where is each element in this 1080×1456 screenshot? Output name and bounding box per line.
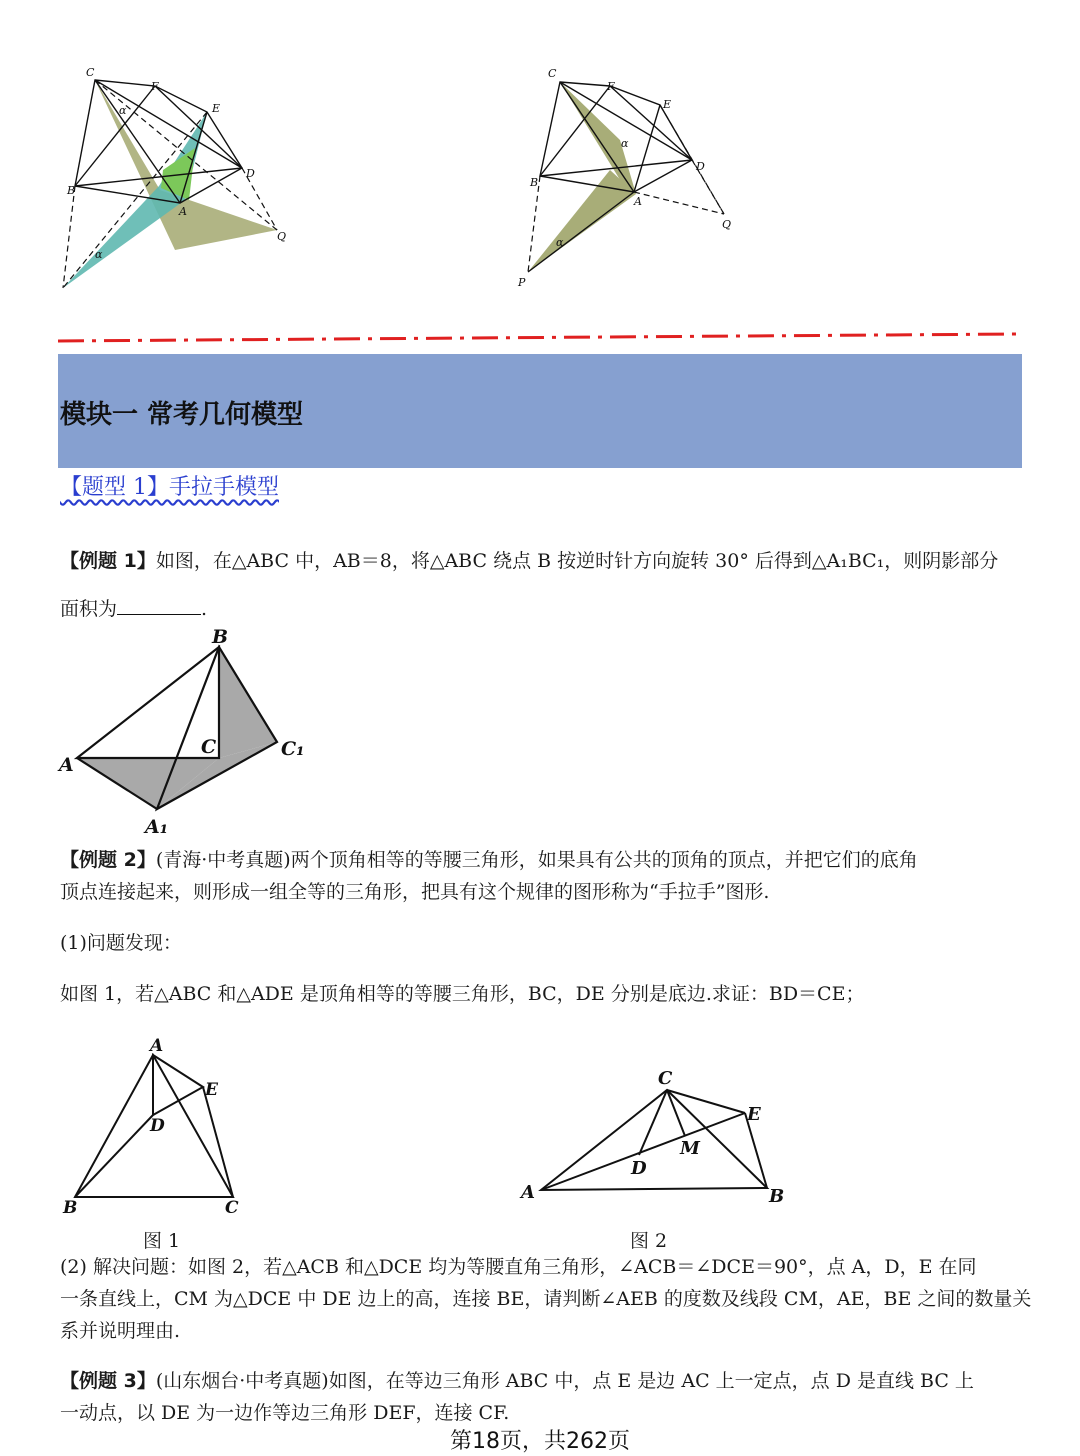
example1-period: .: [201, 598, 208, 620]
label-A: A: [179, 205, 187, 218]
section-title: 模块一 常考几何模型: [60, 400, 304, 430]
example2-part2-line3: 系并说明理由.: [60, 1320, 181, 1342]
label-F: F: [151, 80, 159, 93]
example1-area-prefix: 面积为: [60, 598, 118, 620]
label-C: C: [86, 66, 95, 79]
label-M: M: [680, 1138, 700, 1159]
label-C: C: [225, 1198, 239, 1218]
example2-line2: 顶点连接起来，则形成一组全等的三角形，把具有这个规律的图形称为“手拉手”图形.: [60, 881, 770, 903]
answer-blank: [117, 596, 201, 615]
example1-text: 如图，在△ABC 中，AB＝8，将△ABC 绕点 B 按逆时针方向旋转 30° 后得到△A₁BC₁，则阴影部分: [155, 550, 999, 572]
top-right-figure: [510, 60, 760, 300]
label-C1: C₁: [281, 738, 305, 760]
label-alpha-1: α: [621, 137, 629, 150]
label-B: B: [530, 176, 539, 189]
example3-text1: (山东烟台·中考真题)如图，在等边三角形 ABC 中，点 E 是边 AC 上一定点，点 D 是直线 BC 上: [155, 1370, 974, 1392]
label-alpha-1: α: [119, 104, 127, 117]
example2-figure1: [55, 1035, 255, 1220]
example2-part1-text: 如图 1，若△ABC 和△ADE 是顶角相等的等腰三角形，BC，DE 分别是底边.求证：BD＝CE；: [60, 983, 865, 1005]
section-divider: [58, 330, 1018, 346]
label-A: A: [150, 1036, 164, 1056]
label-B: B: [67, 184, 76, 197]
top-left-figure: [55, 60, 305, 300]
label-E: E: [205, 1080, 218, 1100]
label-A: A: [521, 1182, 535, 1203]
example3-line2: 一动点，以 DE 为一边作等边三角形 DEF，连接 CF.: [60, 1402, 510, 1424]
label-Q: Q: [277, 230, 287, 243]
label-D: D: [150, 1116, 165, 1136]
label-D: D: [631, 1158, 647, 1179]
label-E: E: [663, 98, 672, 111]
label-C: C: [201, 736, 217, 758]
example2-figure2: [515, 1060, 795, 1210]
label-B: B: [63, 1198, 78, 1218]
example1-line2: [60, 594, 207, 624]
label-P: P: [518, 276, 526, 289]
shade-BC-C1: [219, 647, 277, 758]
example2-line1: [60, 845, 918, 875]
label-B: B: [212, 626, 229, 648]
label-B: B: [769, 1186, 785, 1207]
label-A1: A₁: [145, 816, 169, 838]
label-D: D: [696, 160, 705, 173]
label-D: D: [246, 167, 255, 180]
example3-lead: 【例题 3】: [60, 1370, 156, 1392]
page-number: 第18页，共262页: [450, 1429, 630, 1454]
caption-figure2: 图 2: [630, 1230, 668, 1252]
caption-figure1: 图 1: [143, 1230, 181, 1252]
example3-line1: [60, 1366, 974, 1396]
shade-olive-lower: [528, 170, 636, 272]
example2-part2-line2: 一条直线上，CM 为△DCE 中 DE 边上的高，连接 BE，请判断∠AEB 的度数及线段 CM，AE，BE 之间的数量关: [60, 1288, 1032, 1310]
example2-part2-line1: (2) 解决问题：如图 2，若△ACB 和△DCE 均为等腰直角三角形，∠ACB＝∠DCE＝90°，点 A，D，E 在同: [60, 1256, 977, 1278]
label-C: C: [658, 1068, 673, 1089]
label-A: A: [634, 195, 642, 208]
label-Q: Q: [722, 218, 732, 231]
example1-lead: 【例题 1】: [60, 550, 156, 572]
type-heading-link[interactable]: 【题型 1】手拉手模型: [60, 475, 279, 500]
example1-figure: [55, 625, 315, 840]
label-E: E: [747, 1104, 761, 1125]
label-C: C: [548, 67, 557, 80]
label-alpha-2: α: [556, 236, 564, 249]
example2-lead: 【例题 2】: [60, 849, 156, 871]
label-F: F: [607, 80, 615, 93]
label-alpha-2: α: [95, 248, 103, 261]
label-A: A: [59, 754, 74, 776]
example1-line1: [60, 546, 998, 576]
example2-part1-title: (1)问题发现：: [60, 932, 182, 954]
label-E: E: [212, 102, 221, 115]
example2-text1: (青海·中考真题)两个顶角相等的等腰三角形，如果具有公共的顶角的顶点，并把它们的底角: [155, 849, 918, 871]
